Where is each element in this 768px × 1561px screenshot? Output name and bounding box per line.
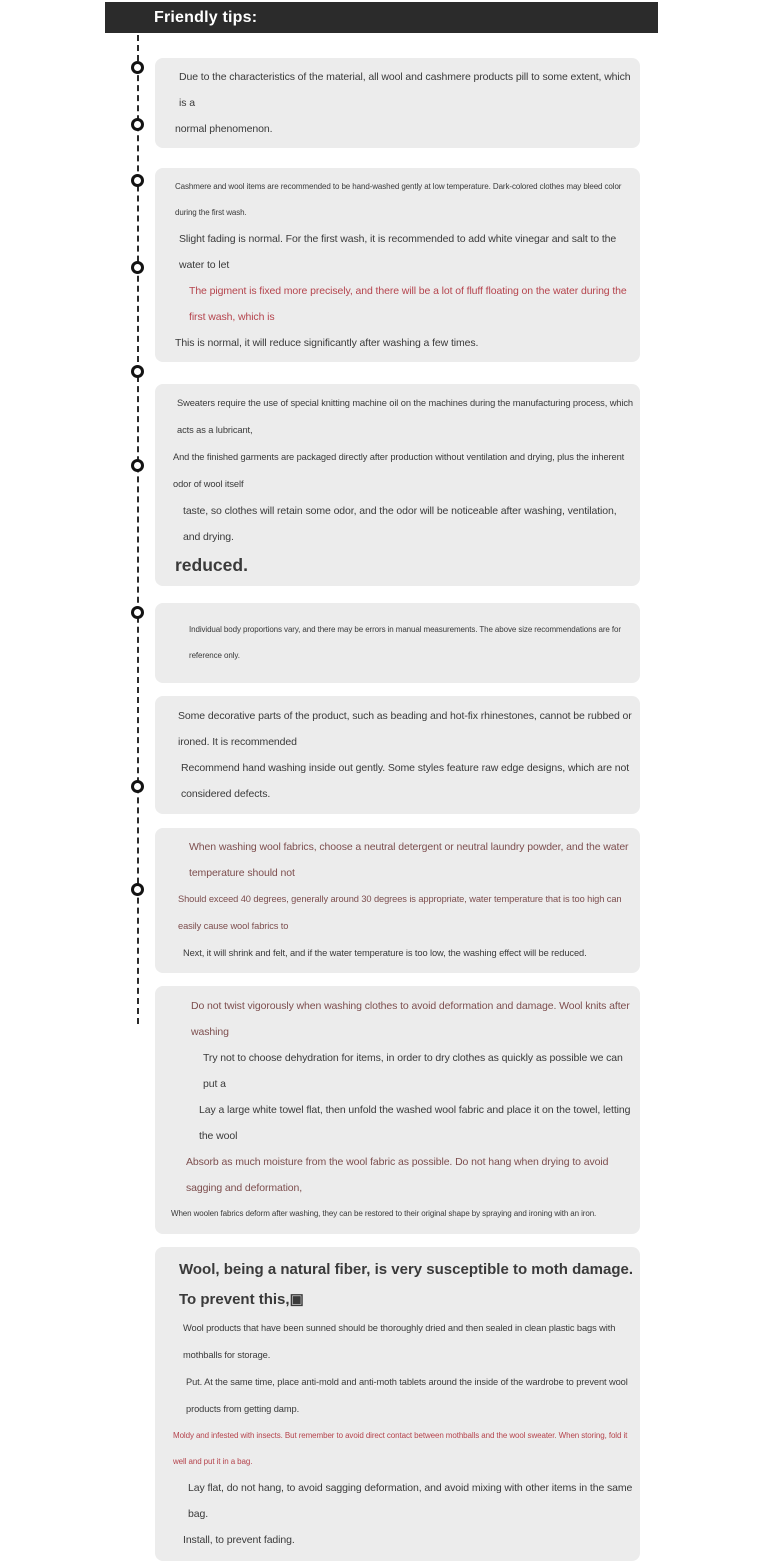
- tip-line: Sweaters require the use of special knitting machine oil on the machines during the manufacturing process, which acts as a lubricant,: [177, 398, 633, 435]
- tips-list: [155, 58, 640, 1561]
- tip-line: Wool, being a natural fiber, is very susceptible to moth damage. To prevent this,▣: [179, 1261, 633, 1308]
- tip-block: [155, 384, 640, 586]
- tip-block: [155, 58, 640, 148]
- tip-line: taste, so clothes will retain some odor, and the odor will be noticeable after washing, ventilation, and drying.: [183, 505, 617, 543]
- tip-line: And the finished garments are packaged directly after production without ventilation and drying, plus the inherent odor of wool itself: [173, 452, 625, 489]
- timeline-marker-icon: [131, 780, 144, 793]
- tip-line: normal phenomenon.: [175, 123, 273, 135]
- tip-line: The pigment is fixed more precisely, and there will be a lot of fluff floating on the water during the first wash, which is: [189, 285, 627, 323]
- page-title: Friendly tips:: [154, 8, 258, 26]
- tip-line: Absorb as much moisture from the wool fabric as possible. Do not hang when drying to avoid sagging and deformation,: [186, 1156, 609, 1194]
- timeline-marker-icon: [131, 261, 144, 274]
- tip-line: Put. At the same time, place anti-mold and anti-moth tablets around the inside of the wardrobe to prevent wool products from getting damp.: [186, 1377, 628, 1414]
- tip-line: Cashmere and wool items are recommended to be hand-washed gently at low temperature. Dark-colored clothes may bleed color during the first wash.: [175, 182, 622, 217]
- timeline-marker-icon: [131, 883, 144, 896]
- tip-line: This is normal, it will reduce significantly after washing a few times.: [175, 337, 479, 349]
- timeline-marker-icon: [131, 61, 144, 74]
- tip-block: [155, 986, 640, 1234]
- tip-line: When woolen fabrics deform after washing, they can be restored to their original shape by spraying and ironing with an iron.: [171, 1209, 597, 1218]
- tip-line: Do not twist vigorously when washing clothes to avoid deformation and damage. Wool knits after washing: [191, 1000, 630, 1038]
- tip-line: Next, it will shrink and felt, and if the water temperature is too low, the washing effect will be reduced.: [183, 948, 587, 958]
- tip-line: Wool products that have been sunned should be thoroughly dried and then sealed in clean plastic bags with mothballs for storage.: [183, 1323, 616, 1360]
- tip-line: Should exceed 40 degrees, generally around 30 degrees is appropriate, water temperature that is too high can easily cause wool fabrics to: [178, 894, 622, 931]
- tip-block: [155, 696, 640, 814]
- tip-line: Moldy and infested with insects. But remember to avoid direct contact between mothballs and the wool sweater. When storing, fold it well and put it in a bag.: [173, 1431, 628, 1466]
- tip-line: Install, to prevent fading.: [183, 1534, 295, 1546]
- tip-block: [155, 828, 640, 973]
- tip-line: Slight fading is normal. For the first wash, it is recommended to add white vinegar and salt to the water to let: [179, 233, 617, 271]
- timeline-marker-icon: [131, 118, 144, 131]
- tip-line: Some decorative parts of the product, such as beading and hot-fix rhinestones, cannot be rubbed or ironed. It is recommended: [178, 710, 632, 748]
- tip-line: When washing wool fabrics, choose a neutral detergent or neutral laundry powder, and the water temperature should not: [189, 841, 629, 879]
- tip-line: Try not to choose dehydration for items, in order to dry clothes as quickly as possible we can put a: [203, 1052, 623, 1090]
- tip-line: reduced.: [175, 555, 248, 575]
- timeline-marker-icon: [131, 459, 144, 472]
- tip-line: Lay a large white towel flat, then unfold the washed wool fabric and place it on the towel, letting the wool: [199, 1104, 631, 1142]
- tip-line: Recommend hand washing inside out gently. Some styles feature raw edge designs, which are not considered defects.: [181, 762, 630, 800]
- tip-line: Lay flat, do not hang, to avoid sagging deformation, and avoid mixing with other items in the same bag.: [188, 1482, 633, 1520]
- header-bar: [105, 2, 658, 33]
- timeline-marker-icon: [131, 365, 144, 378]
- timeline-marker-icon: [131, 174, 144, 187]
- timeline-marker-icon: [131, 606, 144, 619]
- tip-block: [155, 603, 640, 683]
- tip-line: Individual body proportions vary, and there may be errors in manual measurements. The above size recommendations are for reference only.: [189, 625, 621, 660]
- tip-block: [155, 1247, 640, 1561]
- tip-line: Due to the characteristics of the material, all wool and cashmere products pill to some extent, which is a: [179, 71, 631, 109]
- tip-block: [155, 168, 640, 362]
